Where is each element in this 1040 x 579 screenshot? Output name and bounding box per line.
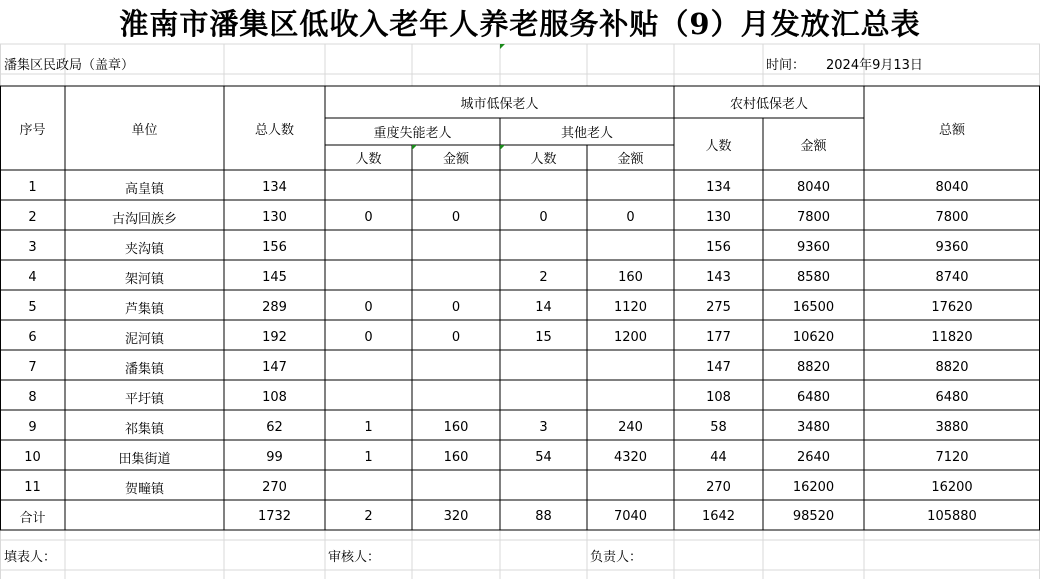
header-rural: 农村低保老人 bbox=[729, 96, 808, 112]
row-sum: 11820 bbox=[931, 329, 973, 345]
totals-other-people: 88 bbox=[535, 508, 552, 524]
header-severe-amount: 金额 bbox=[442, 152, 469, 167]
row-severe-people: 0 bbox=[364, 329, 373, 345]
row-rural-amount: 8040 bbox=[796, 179, 831, 195]
row-sum: 8740 bbox=[935, 269, 969, 285]
header-urban: 城市低保老人 bbox=[460, 96, 539, 112]
header-severe: 重度失能老人 bbox=[373, 126, 452, 141]
row-sum: 17620 bbox=[931, 299, 973, 315]
row-sum: 6480 bbox=[935, 389, 969, 405]
row-other-amount: 0 bbox=[626, 209, 635, 225]
row-other-people bbox=[500, 472, 587, 502]
row-other-people: 54 bbox=[535, 449, 552, 465]
row-rural-amount: 10620 bbox=[792, 329, 835, 345]
row-severe-people bbox=[325, 262, 412, 292]
row-seq: 4 bbox=[28, 269, 37, 285]
header-rural-amount: 金额 bbox=[800, 138, 827, 154]
row-other-people: 2 bbox=[539, 269, 548, 285]
row-seq: 6 bbox=[28, 329, 37, 345]
row-rural-people: 44 bbox=[710, 449, 727, 465]
header-other: 其他老人 bbox=[560, 126, 613, 141]
row-total-people: 62 bbox=[266, 419, 283, 435]
header-rural-people: 人数 bbox=[705, 138, 732, 154]
row-severe-amount: 0 bbox=[451, 299, 461, 315]
row-other-amount: 1200 bbox=[613, 329, 648, 345]
row-total-people: 145 bbox=[262, 269, 287, 285]
totals-severe-people: 2 bbox=[364, 508, 373, 524]
row-sum: 8040 bbox=[935, 179, 969, 195]
header-unit: 单位 bbox=[131, 122, 158, 138]
filler-label: 填表人： bbox=[4, 549, 57, 565]
header-total-amount: 总额 bbox=[938, 122, 965, 138]
row-sum: 7120 bbox=[935, 449, 969, 465]
totals-sum: 105880 bbox=[927, 508, 977, 524]
row-unit: 田集街道 bbox=[118, 451, 171, 467]
row-total-people: 289 bbox=[262, 299, 287, 315]
row-rural-amount: 9360 bbox=[796, 239, 831, 255]
row-unit: 平圩镇 bbox=[124, 391, 164, 407]
row-unit: 芦集镇 bbox=[124, 301, 164, 317]
row-rural-amount: 8580 bbox=[796, 269, 831, 285]
row-sum: 8820 bbox=[935, 359, 969, 375]
row-other-amount bbox=[587, 172, 674, 202]
row-severe-amount: 0 bbox=[451, 329, 461, 345]
row-other-amount bbox=[587, 352, 674, 382]
row-other-amount bbox=[587, 472, 674, 502]
row-total-people: 99 bbox=[266, 449, 283, 465]
row-unit: 夹沟镇 bbox=[124, 241, 164, 257]
row-total-people: 270 bbox=[262, 479, 287, 495]
totals-label: 合计 bbox=[19, 510, 46, 526]
row-other-amount: 160 bbox=[618, 269, 643, 285]
totals-severe-amount: 320 bbox=[443, 508, 469, 524]
row-rural-people: 156 bbox=[706, 239, 731, 255]
row-rural-amount: 16500 bbox=[792, 299, 835, 315]
row-rural-people: 275 bbox=[706, 299, 731, 315]
row-total-people: 192 bbox=[262, 329, 287, 345]
row-rural-amount: 6480 bbox=[796, 389, 831, 405]
row-severe-people: 1 bbox=[364, 449, 373, 465]
row-rural-people: 134 bbox=[706, 179, 731, 195]
row-severe-amount bbox=[412, 172, 500, 202]
row-severe-people bbox=[325, 172, 412, 202]
row-other-amount: 1120 bbox=[613, 299, 648, 315]
row-other-people: 3 bbox=[539, 419, 548, 435]
row-unit: 高皇镇 bbox=[124, 181, 164, 197]
row-severe-people bbox=[325, 382, 412, 412]
row-rural-people: 270 bbox=[706, 479, 731, 495]
row-sum: 16200 bbox=[931, 479, 973, 495]
row-rural-amount: 2640 bbox=[796, 449, 831, 465]
row-severe-people bbox=[325, 352, 412, 382]
reviewer-label: 审核人： bbox=[328, 549, 381, 565]
row-other-amount: 240 bbox=[618, 419, 643, 435]
cell-error-marker bbox=[500, 44, 505, 49]
row-rural-amount: 7800 bbox=[796, 209, 831, 225]
row-rural-people: 108 bbox=[706, 389, 731, 405]
row-rural-people: 58 bbox=[710, 419, 727, 435]
row-severe-amount bbox=[412, 232, 500, 262]
row-other-people bbox=[500, 172, 587, 202]
row-unit: 潘集镇 bbox=[124, 361, 164, 377]
row-severe-amount: 160 bbox=[443, 449, 469, 465]
row-seq: 2 bbox=[28, 209, 37, 225]
row-other-amount: 4320 bbox=[613, 449, 648, 465]
header-other-people: 人数 bbox=[530, 152, 557, 167]
row-other-people: 15 bbox=[535, 329, 552, 345]
row-rural-people: 147 bbox=[706, 359, 731, 375]
row-other-people bbox=[500, 382, 587, 412]
row-seq: 8 bbox=[28, 389, 37, 405]
org-label: 潘集区民政局（盖章） bbox=[4, 57, 135, 73]
row-rural-people: 130 bbox=[706, 209, 731, 225]
row-severe-amount: 0 bbox=[451, 209, 461, 225]
row-other-amount bbox=[587, 382, 674, 412]
cell-error-marker bbox=[500, 145, 505, 150]
row-rural-people: 143 bbox=[706, 269, 731, 285]
row-severe-people: 0 bbox=[364, 209, 373, 225]
header-other-amount: 金额 bbox=[617, 152, 644, 167]
row-total-people: 108 bbox=[262, 389, 287, 405]
row-unit: 祁集镇 bbox=[124, 421, 164, 437]
row-severe-people bbox=[325, 472, 412, 502]
row-other-people: 0 bbox=[539, 209, 548, 225]
row-rural-amount: 3480 bbox=[796, 419, 831, 435]
row-unit: 古沟回族乡 bbox=[111, 211, 177, 227]
header-seq: 序号 bbox=[19, 122, 46, 138]
row-severe-amount bbox=[412, 352, 500, 382]
row-rural-amount: 8820 bbox=[796, 359, 831, 375]
row-seq: 7 bbox=[28, 359, 37, 375]
row-total-people: 156 bbox=[262, 239, 287, 255]
row-rural-people: 177 bbox=[706, 329, 731, 345]
responsible-label: 负责人： bbox=[590, 549, 643, 565]
time-label: 时间： bbox=[766, 57, 806, 73]
sheet-title: 淮南市潘集区低收入老年人养老服务补贴（9）月发放汇总表 bbox=[119, 6, 921, 41]
row-rural-amount: 16200 bbox=[792, 479, 835, 495]
row-other-people: 14 bbox=[535, 299, 552, 315]
row-severe-people: 1 bbox=[364, 419, 373, 435]
row-severe-people bbox=[325, 232, 412, 262]
row-seq: 9 bbox=[28, 419, 37, 435]
row-seq: 11 bbox=[24, 479, 41, 495]
row-severe-amount bbox=[412, 382, 500, 412]
row-other-people bbox=[500, 352, 587, 382]
header-severe-people: 人数 bbox=[355, 152, 382, 167]
row-unit: 泥河镇 bbox=[124, 331, 164, 347]
row-sum: 3880 bbox=[935, 419, 969, 435]
row-severe-amount: 160 bbox=[443, 419, 469, 435]
row-other-amount bbox=[587, 232, 674, 262]
row-seq: 3 bbox=[28, 239, 37, 255]
row-seq: 10 bbox=[24, 449, 41, 465]
time-value: 2024年9月13日 bbox=[826, 57, 923, 73]
row-other-people bbox=[500, 232, 587, 262]
row-total-people: 130 bbox=[262, 209, 287, 225]
row-sum: 9360 bbox=[935, 239, 969, 255]
row-total-people: 134 bbox=[262, 179, 287, 195]
totals-rural-people: 1642 bbox=[701, 508, 736, 524]
row-seq: 1 bbox=[28, 179, 37, 195]
row-unit: 贺疃镇 bbox=[124, 481, 164, 497]
row-severe-amount bbox=[412, 262, 500, 292]
cell-error-marker bbox=[412, 145, 417, 150]
row-seq: 5 bbox=[28, 299, 37, 315]
row-total-people: 147 bbox=[262, 359, 287, 375]
totals-rural-amount: 98520 bbox=[792, 508, 835, 524]
totals-total-people: 1732 bbox=[257, 508, 292, 524]
row-sum: 7800 bbox=[935, 209, 969, 225]
row-unit: 架河镇 bbox=[124, 271, 164, 287]
header-total-people: 总人数 bbox=[254, 122, 294, 138]
row-severe-amount bbox=[412, 472, 500, 502]
totals-other-amount: 7040 bbox=[613, 508, 648, 524]
row-severe-people: 0 bbox=[364, 299, 373, 315]
